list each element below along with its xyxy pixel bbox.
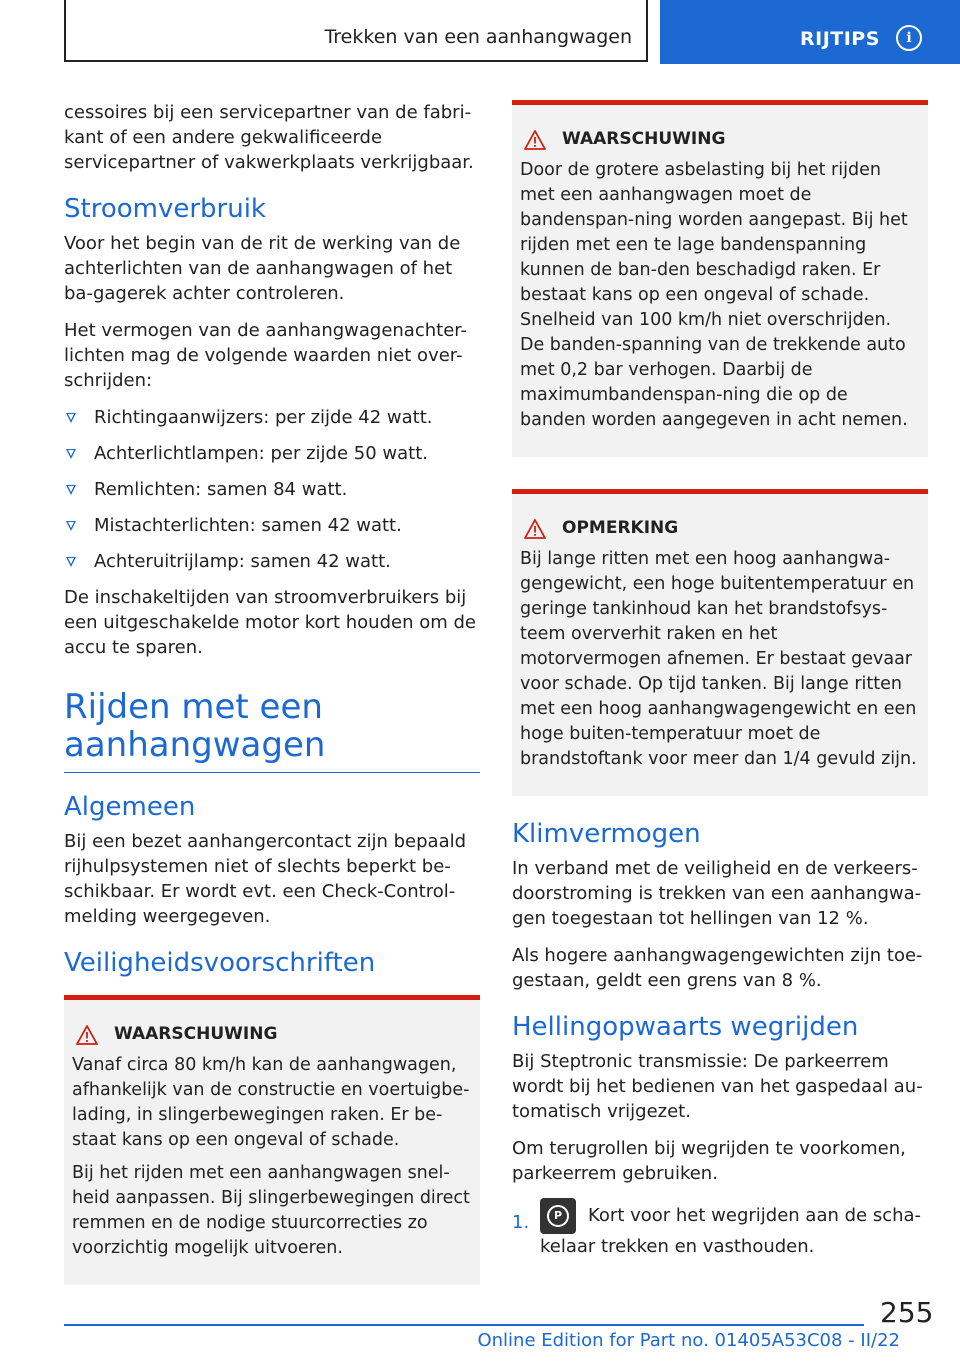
- triangle-bullet-icon: [66, 521, 76, 531]
- step-number: 1.: [512, 1212, 530, 1233]
- triangle-bullet-icon: [66, 413, 76, 423]
- parking-brake-switch-icon: P: [540, 1198, 576, 1234]
- list-item: Achteruitrijlamp: samen 42 watt.: [64, 549, 480, 574]
- hill-paragraph-2: Om terugrollen bij wegrijden te voorkomen, parkeerrem gebruiken.: [512, 1138, 906, 1184]
- heading-veiligheid: Veiligheidsvoorschriften: [64, 948, 376, 978]
- chapter-header: [64, 0, 648, 62]
- list-item: Mistachterlichten: samen 42 watt.: [64, 513, 480, 538]
- section-title: Rijden met een aanhangwagen: [64, 688, 480, 773]
- step-text: Kort voor het wegrijden aan de scha-kelaar trekken en vasthouden.: [540, 1205, 922, 1257]
- warning-text: Door de grotere asbelasting bij het rijden met een aanhangwagen moet de bandenspan-ning worden aangepast. Bij het rijden met een te lage bandenspanning kunnen de ban-den beschadigd raken. Er bestaat kans op een ongeval of schade. Snelheid van 100 km/h niet overschrijden. De banden-spanning van de trekkende auto met 0,2 bar verhogen. Daarbij de maximumbandenspan-ning die op de banden worden aangegeven in acht nemen.: [520, 160, 908, 430]
- power-paragraph-2: Het vermogen van de aanhangwagenachter-lichten mag de volgende waarden niet over-schrijden:: [64, 320, 468, 391]
- wattage-list: [64, 405, 480, 574]
- warning-header: [72, 1022, 470, 1047]
- warning-triangle-icon: [524, 519, 546, 539]
- list-item: Richtingaanwijzers: per zijde 42 watt.: [64, 405, 480, 430]
- triangle-bullet-icon: [66, 485, 76, 495]
- info-icon[interactable]: i: [896, 25, 922, 51]
- power-paragraph-3: De inschakeltijden van stroomverbruikers bij een uitgeschakelde motor kort houden om de accu te sparen.: [64, 587, 476, 658]
- note-box: [512, 489, 928, 796]
- warning-box: [64, 995, 480, 1285]
- section-tab-label: RIJTIPS: [800, 28, 880, 50]
- right-column: [512, 100, 928, 1259]
- list-item: Remlichten: samen 84 watt.: [64, 477, 480, 502]
- edition-footer: Online Edition for Part no. 01405A53C08 - II/22: [477, 1330, 900, 1351]
- warning-title: WAARSCHUWING: [114, 1024, 278, 1044]
- warning-triangle-icon: [76, 1025, 98, 1045]
- triangle-bullet-icon: [66, 449, 76, 459]
- heading-stroomverbruik: Stroomverbruik: [64, 194, 266, 224]
- note-title: OPMERKING: [562, 518, 679, 538]
- hill-paragraph-1: Bij Steptronic transmissie: De parkeerrem wordt bij het bedienen van het gaspedaal au-tomatisch vrijgezet.: [512, 1051, 923, 1122]
- warning-triangle-icon: [524, 130, 546, 150]
- footer-divider: [64, 1324, 864, 1326]
- chapter-title: Trekken van een aanhangwagen: [324, 26, 632, 48]
- page-number: 255: [880, 1296, 934, 1329]
- warning-text-1: Vanaf circa 80 km/h kan de aanhangwagen, afhankelijk van de constructie en voertuigbe-lading, in slingerbewegingen raken. Er be-staat kans op een ongeval of schade.: [72, 1055, 470, 1150]
- warning-title: WAARSCHUWING: [562, 129, 726, 149]
- climb-paragraph-2: Als hogere aanhangwagengewichten zijn toe-gestaan, geldt een grens van 8 %.: [512, 945, 923, 991]
- left-column: [64, 100, 480, 1285]
- note-header: [520, 516, 918, 541]
- warning-header: [520, 127, 918, 152]
- warning-text-2: Bij het rijden met een aanhangwagen snel-heid aanpassen. Bij slingerbewegingen direct remmen en de nodige stuurcorrecties zo voorzichtig mogelijk uitvoeren.: [72, 1163, 470, 1258]
- warning-box: [512, 100, 928, 457]
- triangle-bullet-icon: [66, 557, 76, 567]
- climb-paragraph-1: In verband met de veiligheid en de verkeers-doorstroming is trekken van een aanhangwa-gen toegestaan tot hellingen van 12 %.: [512, 858, 922, 929]
- intro-paragraph: cessoires bij een servicepartner van de fabri-kant of een andere gekwalificeerde servicepartner of vakwerkplaats verkrijgbaar.: [64, 102, 474, 173]
- section-tab[interactable]: [660, 0, 960, 64]
- power-paragraph-1: Voor het begin van de rit de werking van de achterlichten van de aanhangwagen of het ba-gagerek achter controleren.: [64, 233, 461, 304]
- list-item: Achterlichtlampen: per zijde 50 watt.: [64, 441, 480, 466]
- heading-klimvermogen: Klimvermogen: [512, 819, 701, 849]
- general-paragraph: Bij een bezet aanhangercontact zijn bepaald rijhulpsystemen niet of slechts beperkt be-schikbaar. Er wordt evt. een Check-Control-melding weergegeven.: [64, 831, 467, 927]
- step-1: [512, 1198, 928, 1259]
- note-text: Bij lange ritten met een hoog aanhangwa-gengewicht, een hoge buitentemperatuur en geringe tankinhoud kan het brandstofsys-teem oververhit raken en het motorvermogen afnemen. Er bestaat gevaar voor schade. Op tijd tanken. Bij lange ritten met een hoog aanhangwagengewicht en een hoge buiten-temperatuur moet de brandstoftank voor meer dan 1/4 gevuld zijn.: [520, 549, 917, 769]
- heading-algemeen: Algemeen: [64, 792, 196, 822]
- heading-hellingopwaarts: Hellingopwaarts wegrijden: [512, 1012, 859, 1042]
